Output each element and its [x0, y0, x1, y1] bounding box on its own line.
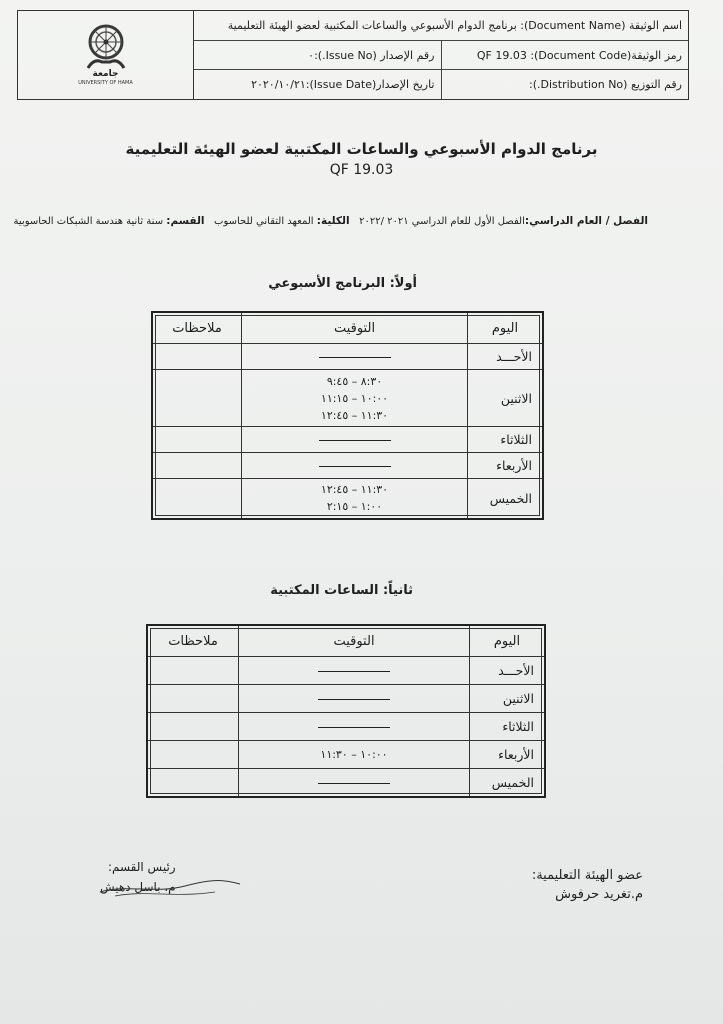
- time-cell: [239, 685, 470, 713]
- table-row: [152, 453, 543, 479]
- time-cell: [242, 344, 468, 370]
- signature-scribble: [95, 866, 245, 906]
- day-cell: الأربعاء: [468, 453, 544, 479]
- head-title: رئيس القسم:: [107, 860, 176, 874]
- col-day: اليوم: [470, 625, 546, 657]
- empty-time-line: [318, 670, 390, 672]
- day-cell: الثلاثاء: [468, 427, 544, 453]
- time-slot: ١٠:٠٠ – ١١:٣٠: [320, 748, 388, 761]
- doc-name: اسم الوثيقة (Document Name): برنامج الدوام الأسبوعي والساعات المكتبية لعضو الهيئة التعليمية: [227, 18, 682, 32]
- time-slot: ٨:٣٠ – ٩:٤٥: [326, 374, 383, 388]
- day-cell: الأحـــد: [470, 657, 546, 685]
- empty-time-line: [318, 698, 390, 700]
- distribution-no: رقم التوزيع (Distribution No.):: [441, 70, 689, 99]
- empty-time-line: [319, 356, 391, 358]
- form-code: QF 19.03: [329, 162, 394, 178]
- time-cell: [242, 427, 468, 453]
- head-name: م. باسل دهيش: [100, 880, 176, 894]
- day-cell: الأحـــد: [468, 344, 544, 370]
- time-cell: [239, 657, 470, 685]
- col-notes: ملاحظات: [147, 625, 239, 657]
- notes-cell: [147, 769, 239, 797]
- notes-cell: [152, 427, 242, 453]
- table-row: [147, 741, 545, 769]
- time-cell: [239, 769, 470, 797]
- issue-no-value: ٠: [308, 48, 315, 62]
- table-row: [147, 657, 545, 685]
- header-fields: [194, 11, 688, 99]
- notes-cell: [152, 370, 242, 427]
- table-row: [147, 685, 545, 713]
- time-cell: [242, 453, 468, 479]
- time-slot: ١١:٣٠ – ١٢:٤٥: [320, 483, 389, 497]
- office-heading: ثانياً: الساعات المكتبية: [270, 583, 413, 598]
- member-signature: [532, 868, 643, 902]
- course-info: الفصل / العام الدراسي:الفصل الأول للعام الدراسي ٢٠٢١ /٢٠٢٢ الكلية: المعهد التقاني للحاسوب القسم: سنة ثانية هندسة الشبكات الحاسوبية: [13, 215, 648, 227]
- member-name: م.تغريد حرفوش: [555, 887, 643, 902]
- empty-time-line: [319, 465, 391, 467]
- day-cell: الاثنين: [468, 370, 544, 427]
- table-row: [147, 769, 545, 797]
- ferris-wheel-icon: [80, 22, 132, 70]
- time-slot: ١:٠٠ – ٢:١٥: [326, 500, 383, 514]
- day-cell: الخميس: [468, 479, 544, 519]
- notes-cell: [152, 344, 242, 370]
- notes-cell: [152, 479, 242, 519]
- document-header: [17, 10, 689, 100]
- member-title: عضو الهيئة التعليمية:: [531, 868, 643, 883]
- empty-time-line: [318, 726, 390, 728]
- table-row: [152, 370, 543, 427]
- doc-code: رمز الوثيقة(Document Code): QF 19.03: [441, 41, 689, 70]
- issue-date: تاريخ الإصدار(Issue Date): ٢٠٢٠/١٠/٢١: [251, 78, 435, 92]
- table-row: [147, 713, 545, 741]
- time-cell: [239, 713, 470, 741]
- office-hours-table: [146, 624, 546, 798]
- notes-cell: [152, 453, 242, 479]
- day-cell: الأربعاء: [470, 741, 546, 769]
- time-cell: [242, 370, 468, 427]
- logo-caption: UNIVERSITY OF HAMA: [78, 80, 133, 86]
- col-time: التوقيت: [239, 625, 470, 657]
- doc-code-value: QF 19.03: [476, 48, 527, 62]
- time-slot: ١١:٣٠ – ١٢:٤٥: [320, 408, 389, 422]
- notes-cell: [147, 685, 239, 713]
- empty-time-line: [319, 439, 391, 441]
- col-notes: ملاحظات: [152, 312, 242, 344]
- table-row: [152, 344, 543, 370]
- notes-cell: [147, 657, 239, 685]
- table-row: [152, 479, 543, 519]
- issue-no: رقم الإصدار (Issue No.): ٠: [308, 48, 435, 62]
- notes-cell: [147, 741, 239, 769]
- time-slot: ١٠:٠٠ – ١١:١٥: [320, 391, 389, 405]
- empty-time-line: [318, 782, 390, 784]
- weekly-schedule-table: [151, 311, 544, 520]
- col-day: اليوم: [468, 312, 544, 344]
- page-title: برنامج الدوام الأسبوعي والساعات المكتبية لعضو الهيئة التعليمية: [125, 140, 598, 158]
- time-cell: [239, 741, 470, 769]
- col-time: التوقيت: [242, 312, 468, 344]
- notes-cell: [147, 713, 239, 741]
- logo-text: جامعة: [92, 69, 119, 79]
- day-cell: الخميس: [470, 769, 546, 797]
- university-logo: [18, 11, 194, 99]
- day-cell: الاثنين: [470, 685, 546, 713]
- table-row: [152, 427, 543, 453]
- day-cell: الثلاثاء: [470, 713, 546, 741]
- time-cell: [242, 479, 468, 519]
- weekly-heading: أولاً: البرنامج الأسبوعي: [268, 276, 417, 291]
- issue-date-value: ٢٠٢٠/١٠/٢١: [251, 78, 306, 92]
